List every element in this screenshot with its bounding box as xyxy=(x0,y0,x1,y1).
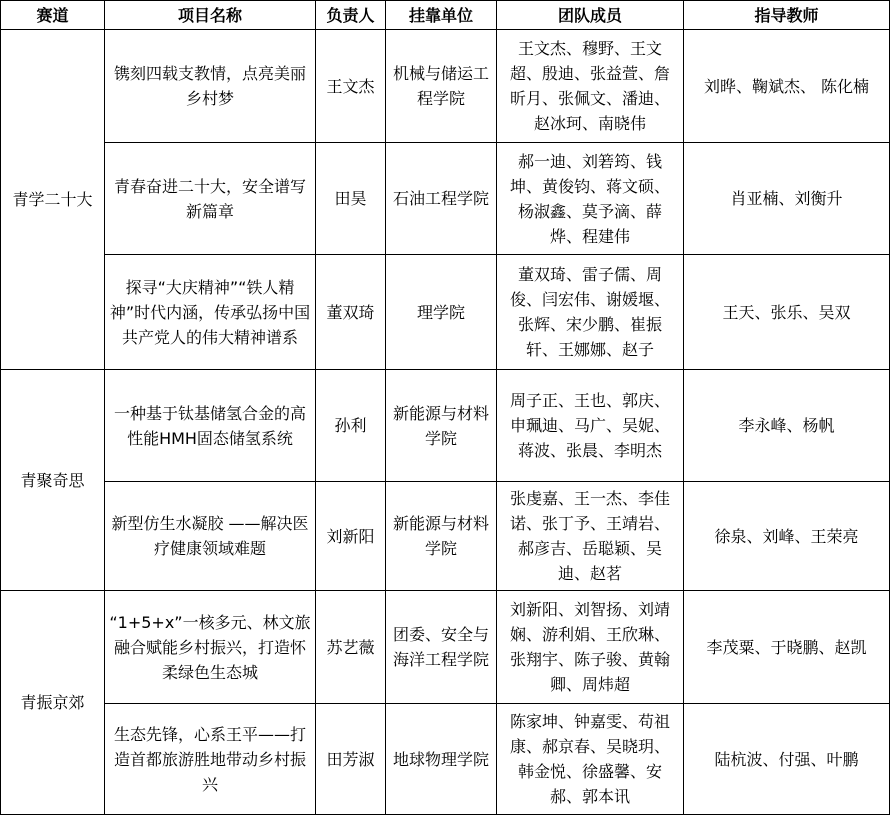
unit-cell: 团委、安全与海洋工程学院 xyxy=(386,591,497,704)
track-cell: 青聚奇思 xyxy=(1,370,105,591)
leader-cell: 刘新阳 xyxy=(316,482,386,591)
unit-cell: 地球物理学院 xyxy=(386,704,497,815)
header-track: 赛道 xyxy=(1,1,105,30)
unit-cell: 新能源与材料学院 xyxy=(386,370,497,482)
table-row xyxy=(1,255,890,370)
table-row xyxy=(1,370,890,482)
project-cell: 一种基于钛基储氢合金的高性能HMH固态储氢系统 xyxy=(105,370,316,482)
unit-cell: 石油工程学院 xyxy=(386,143,497,255)
header-leader: 负责人 xyxy=(316,1,386,30)
project-cell: 新型仿生水凝胶 ——解决医疗健康领域难题 xyxy=(105,482,316,591)
header-project: 项目名称 xyxy=(105,1,316,30)
project-cell: 镌刻四载支教情，点亮美丽乡村梦 xyxy=(105,30,316,143)
leader-cell: 苏艺薇 xyxy=(316,591,386,704)
leader-cell: 田昊 xyxy=(316,143,386,255)
members-cell: 张虔嘉、王一杰、李佳诺、张丁予、王靖岩、郝彦吉、岳聪颖、吴迪、赵茗 xyxy=(497,482,684,591)
project-cell: 青春奋进二十大，安全谱写新篇章 xyxy=(105,143,316,255)
unit-cell: 新能源与材料学院 xyxy=(386,482,497,591)
header-unit: 挂靠单位 xyxy=(386,1,497,30)
advisors-cell: 王天、张乐、吴双 xyxy=(684,255,890,370)
advisors-cell: 李永峰、杨帆 xyxy=(684,370,890,482)
members-cell: 董双琦、雷子儒、周俊、闫宏伟、谢媛堰、张辉、宋少鹏、崔振轩、王娜娜、赵子 xyxy=(497,255,684,370)
advisors-cell: 肖亚楠、刘衡升 xyxy=(684,143,890,255)
track-cell: 青学二十大 xyxy=(1,30,105,370)
members-cell: 刘新阳、刘智扬、刘靖娴、游利娟、王欣琳、张翔宇、陈子骏、黄翰卿、周炜超 xyxy=(497,591,684,704)
table-row xyxy=(1,30,890,143)
leader-cell: 田芳淑 xyxy=(316,704,386,815)
advisors-cell: 徐泉、刘峰、王荣亮 xyxy=(684,482,890,591)
advisors-cell: 陆杭波、付强、叶鹏 xyxy=(684,704,890,815)
table-row xyxy=(1,591,890,704)
leader-cell: 王文杰 xyxy=(316,30,386,143)
members-cell: 陈家坤、钟嘉雯、苟祖康、郝京春、吴晓玥、韩金悦、徐盛馨、安郝、郭本讯 xyxy=(497,704,684,815)
leader-cell: 孙利 xyxy=(316,370,386,482)
table-row xyxy=(1,704,890,815)
members-cell: 郝一迪、刘箬筠、钱坤、黄俊钧、蒋文硕、杨淑鑫、莫予滴、薛烨、程建伟 xyxy=(497,143,684,255)
table-row xyxy=(1,482,890,591)
advisors-cell: 刘晔、鞠斌杰、 陈化楠 xyxy=(684,30,890,143)
project-cell: “1+5+x”一核多元、林文旅融合赋能乡村振兴，打造怀柔绿色生态城 xyxy=(105,591,316,704)
unit-cell: 机械与储运工程学院 xyxy=(386,30,497,143)
header-row xyxy=(1,1,890,30)
advisors-cell: 李茂粟、于晓鹏、赵凯 xyxy=(684,591,890,704)
header-members: 团队成员 xyxy=(497,1,684,30)
members-cell: 王文杰、穆野、王文超、殷迪、张益萱、詹昕月、张佩文、潘迪、赵冰珂、南晓伟 xyxy=(497,30,684,143)
table-row xyxy=(1,143,890,255)
members-cell: 周子正、王也、郭庆、申珮迪、马广、吴妮、蒋波、张晨、李明杰 xyxy=(497,370,684,482)
leader-cell: 董双琦 xyxy=(316,255,386,370)
header-advisors: 指导教师 xyxy=(684,1,890,30)
project-cell: 探寻“大庆精神”“铁人精神”时代内涵，传承弘扬中国共产党人的伟大精神谱系 xyxy=(105,255,316,370)
project-cell: 生态先锋，心系王平——打造首都旅游胜地带动乡村振兴 xyxy=(105,704,316,815)
track-cell: 青振京郊 xyxy=(1,591,105,815)
unit-cell: 理学院 xyxy=(386,255,497,370)
